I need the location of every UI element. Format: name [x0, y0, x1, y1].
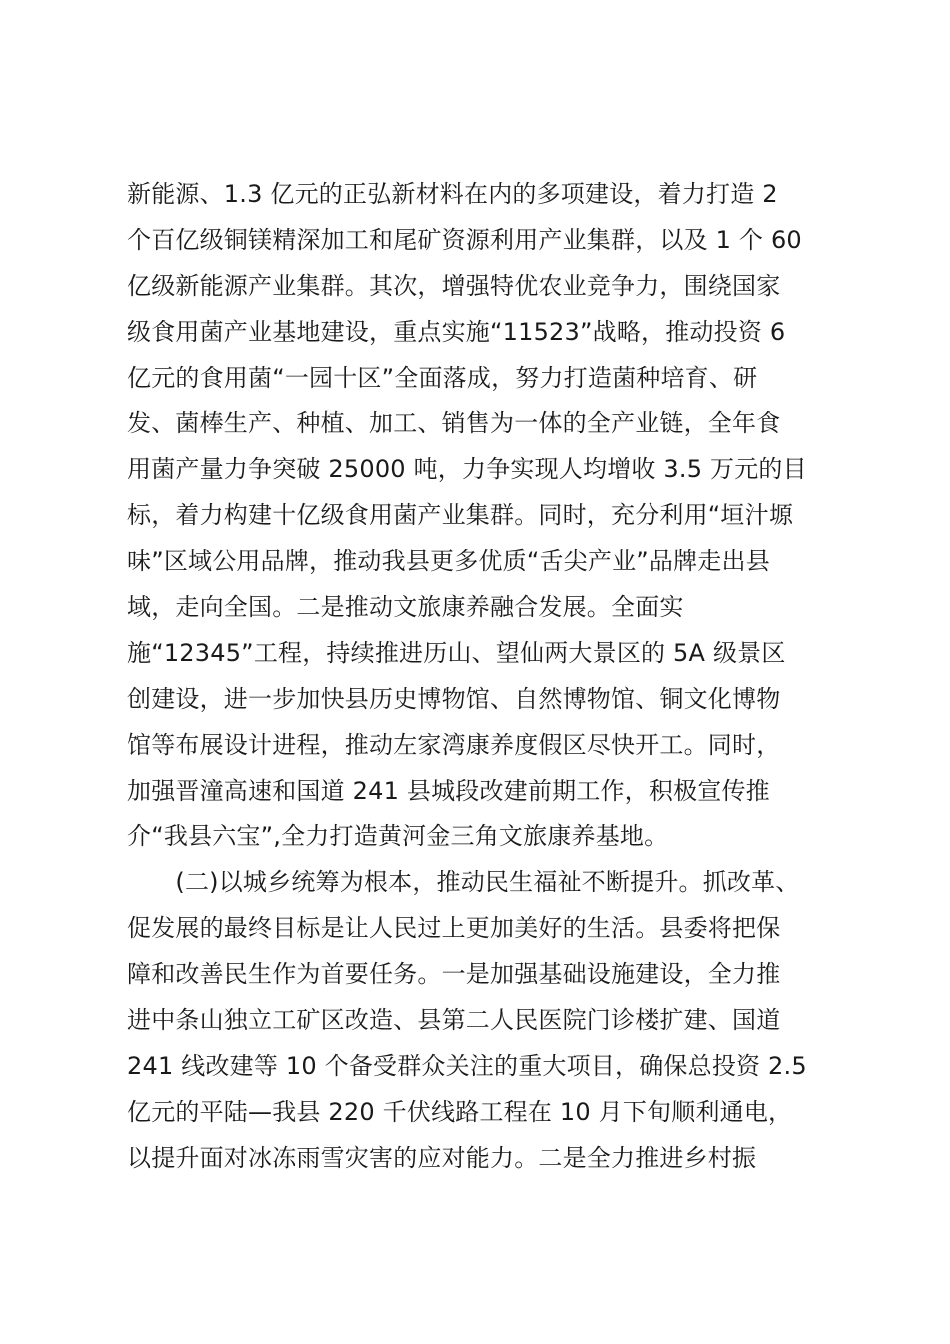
text-line: 创建设，进一步加快县历史博物馆、自然博物馆、铜文化博物 — [127, 684, 781, 713]
text-line: 新能源、1.3 亿元的正弘新材料在内的多项建设，着力打造 2 — [127, 180, 778, 208]
paragraph-start-line: (二)以城乡统筹为根本，推动民生福祉不断提升。抓改革、 — [127, 868, 800, 897]
text-line: 域，走向全国。二是推动文旅康养融合发展。全面实 — [127, 593, 684, 622]
text-line: 用菌产量力争突破 25000 吨，力争实现人均增收 3.5 万元的目 — [127, 455, 807, 484]
text-line: 发、菌棒生产、种植、加工、销售为一体的全产业链，全年食 — [127, 409, 781, 438]
text-line: 施“12345”工程，持续推进历山、望仙两大景区的 5A 级景区 — [127, 638, 786, 667]
text-line: 个百亿级铜镁精深加工和尾矿资源利用产业集群，以及 1 个 60 — [127, 225, 802, 254]
text-line: 障和改善民生作为首要任务。一是加强基础设施建设，全力推 — [127, 960, 781, 989]
text-line: 亿元的平陆—我县 220 千伏线路工程在 10 月下旬顺利通电， — [127, 1097, 793, 1126]
text-line: 亿元的食用菌“一园十区”全面落成，努力打造菌种培育、研 — [127, 363, 758, 392]
text-line: 介“我县六宝”,全力打造黄河金三角文旅康养基地。 — [127, 822, 669, 851]
text-line: 241 线改建等 10 个备受群众关注的重大项目，确保总投资 2.5 — [127, 1051, 807, 1080]
text-line: 以提升面对冰冻雨雪灾害的应对能力。二是全力推进乡村振 — [127, 1143, 757, 1172]
text-line: 进中条山独立工矿区改造、县第二人民医院门诊楼扩建、国道 — [127, 1006, 781, 1035]
text-line: 标，着力构建十亿级食用菌产业集群。同时，充分利用“垣汁塬 — [127, 501, 794, 530]
text-line: 促发展的最终目标是让人民过上更加美好的生活。县委将把保 — [127, 914, 781, 943]
text-line: 加强晋潼高速和国道 241 县城段改建前期工作，积极宣传推 — [127, 776, 770, 805]
text-line: 味”区域公用品牌，推动我县更多优质“舌尖产业”品牌走出县 — [127, 547, 770, 576]
text-line: 级食用菌产业基地建设，重点实施“11523”战略，推动投资 6 — [127, 317, 786, 346]
body-text — [127, 172, 837, 1182]
text-line: 亿级新能源产业集群。其次，增强特优农业竞争力，围绕国家 — [127, 271, 781, 300]
text-line: 馆等布展设计进程，推动左家湾康养度假区尽快开工。同时， — [127, 730, 781, 759]
